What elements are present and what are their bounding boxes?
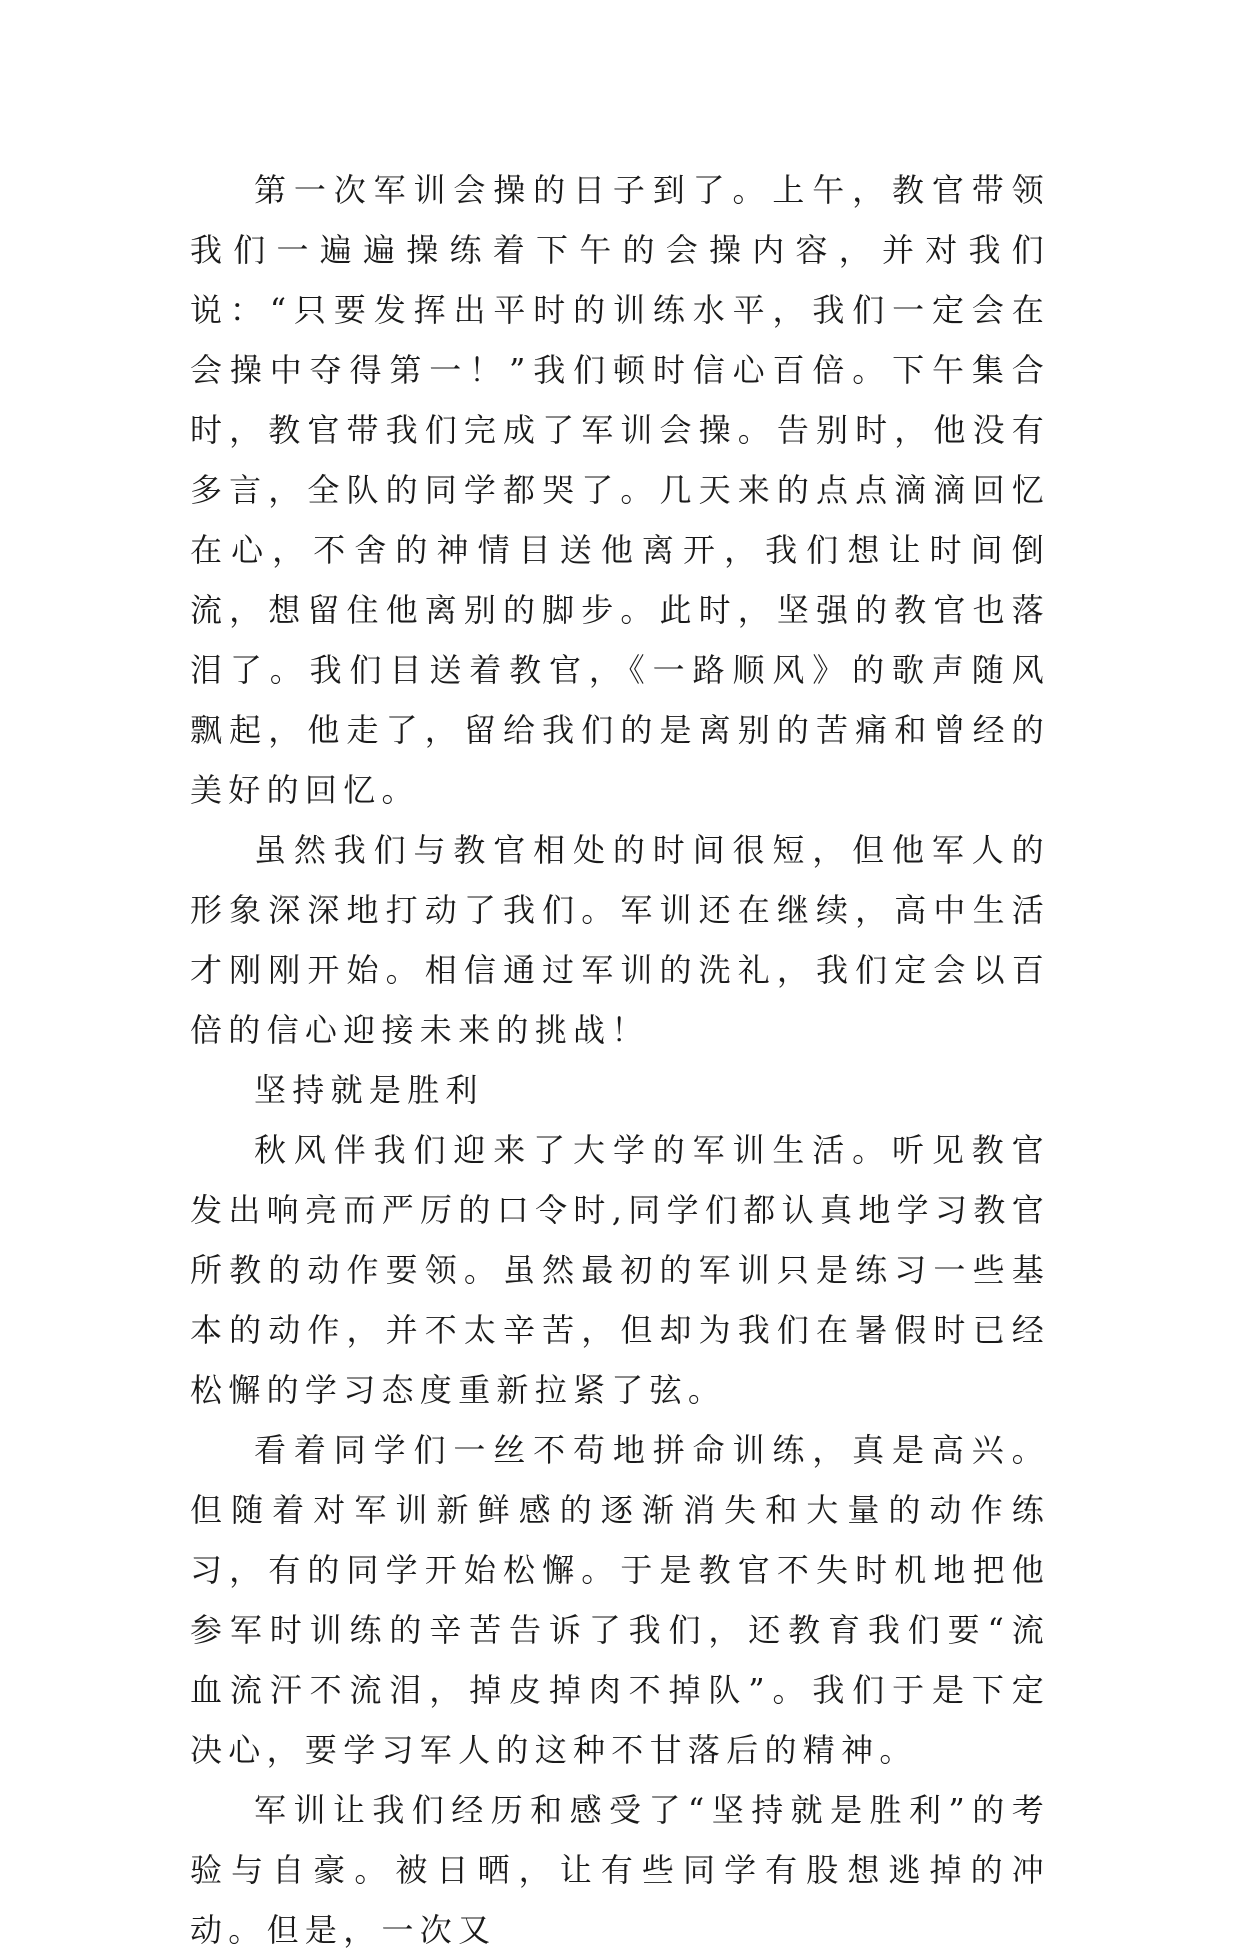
paragraph: 军训让我们经历和感受了“坚持就是胜利”的考验与自豪。被日晒，让有些同学有股想逃掉的冲动。但是，一次又 bbox=[190, 1791, 1050, 1949]
paragraph: 看着同学们一丝不苟地拼命训练，真是高兴。但随着对军训新鲜感的逐渐消失和大量的动作练习，有的同学开始松懈。于是教官不失时机地把他参军时训练的辛苦告诉了我们，还教育我们要“流血流汗不流泪，掉皮掉肉不掉队”。我们于是下定决心，要学习军人的这种不甘落后的精神。 bbox=[190, 1431, 1050, 1769]
paragraph: 虽然我们与教官相处的时间很短，但他军人的形象深深地打动了我们。军训还在继续，高中生活才刚刚开始。相信通过军训的洗礼，我们定会以百倍的信心迎接未来的挑战！ bbox=[190, 831, 1050, 1049]
paragraph: 第一次军训会操的日子到了。上午，教官带领我们一遍遍操练着下午的会操内容，并对我们说：“只要发挥出平时的训练水平，我们一定会在会操中夺得第一！”我们顿时信心百倍。下午集合时，教官带我们完成了军训会操。告别时，他没有多言，全队的同学都哭了。几天来的点点滴滴回忆在心，不舍的神情目送他离开，我们想让时间倒流，想留住他离别的脚步。此时，坚强的教官也落泪了。我们目送着教官，《一路顺风》的歌声随风飘起，他走了，留给我们的是离别的苦痛和曾经的美好的回忆。 bbox=[190, 171, 1050, 809]
paragraph: 秋风伴我们迎来了大学的军训生活。听见教官发出响亮而严厉的口令时,同学们都认真地学习教官所教的动作要领。虽然最初的军训只是练习一些基本的动作，并不太辛苦，但却为我们在暑假时已经松懈的学习态度重新拉紧了弦。 bbox=[190, 1131, 1050, 1409]
document-body bbox=[190, 160, 1050, 1960]
section-heading: 坚持就是胜利 bbox=[254, 1071, 484, 1109]
